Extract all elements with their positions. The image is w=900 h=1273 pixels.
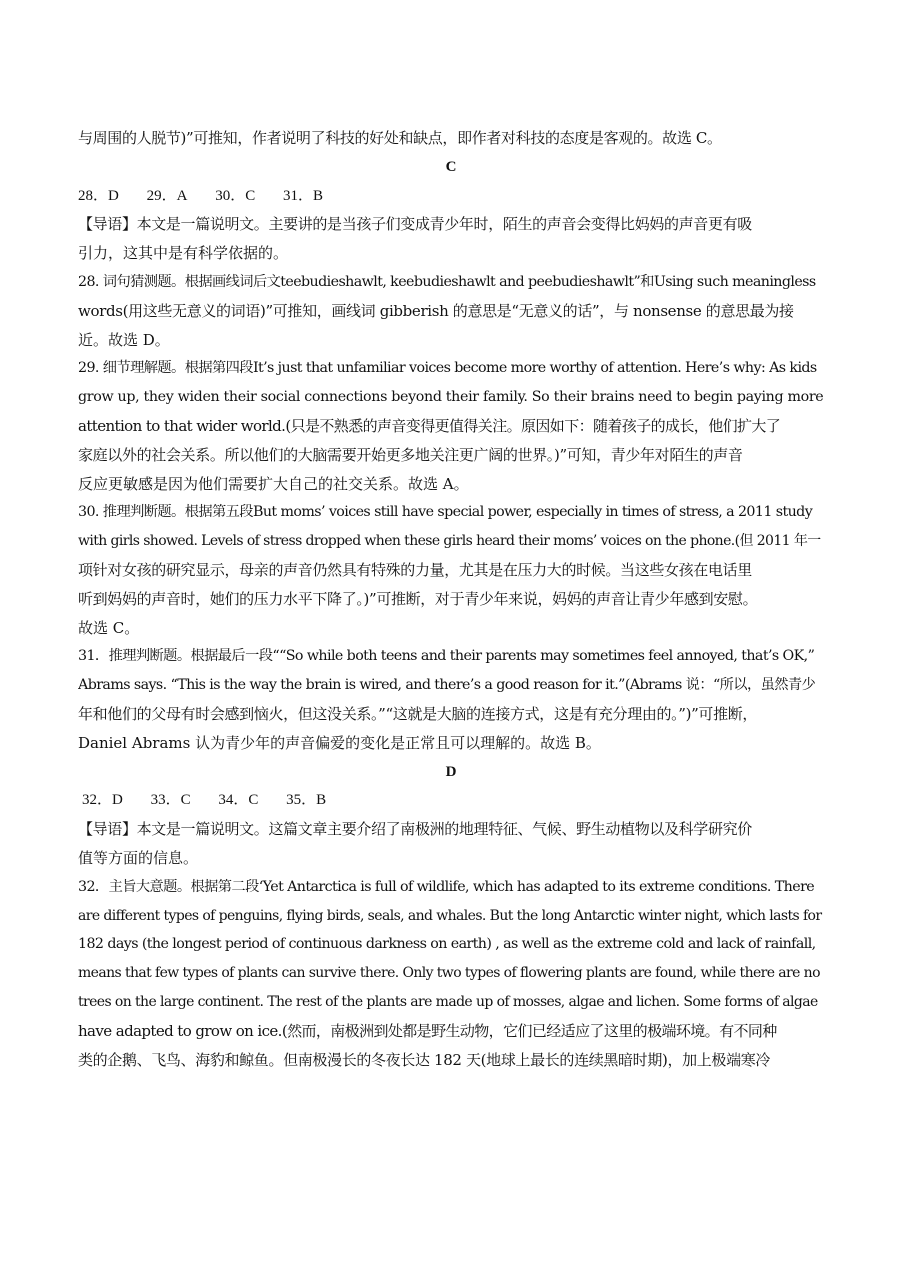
answer-34: 34．C xyxy=(218,792,259,809)
explanation-line: attention to that wider world.(只是不熟悉的声音变得更值得关注。原因如下：随着孩子的成长，他们扩大了 xyxy=(78,416,781,435)
explanation-line: are different types of penguins, flying birds, seals, and whales. But the long Antarctic winter night, which lasts for xyxy=(78,907,822,924)
intro-line: 值等方面的信息。 xyxy=(78,848,199,867)
section-heading-c: C xyxy=(445,158,457,175)
answer-key-d xyxy=(78,786,824,815)
explanation-line: 28. 词句猜测题。根据画线词后文teebudieshawlt, keebudieshawlt and peebudieshawlt”和Using such meaningless xyxy=(78,273,816,290)
answer-30: 30．C xyxy=(215,187,256,204)
explanation-line: 家庭以外的社会关系。所以他们的大脑需要开始更多地关注更广阔的世界。)”可知，青少年对陌生的声音 xyxy=(78,445,743,464)
text-line: 与周围的人脱节)”可推知，作者说明了科技的好处和缺点，即作者对科技的态度是客观的。故选 C。 xyxy=(78,129,722,147)
explanation-line: 反应更敏感是因为他们需要扩大自己的社交关系。故选 A。 xyxy=(78,474,469,493)
answer-29: 29．A xyxy=(146,187,188,204)
intro-line: 【导语】本文是一篇说明文。这篇文章主要介绍了南极洲的地理特征、气候、野生动植物以及科学研究价 xyxy=(78,820,752,839)
answer-35: 35．B xyxy=(286,792,327,809)
answer-31: 31．B xyxy=(282,187,323,204)
explanation-line: 182 days (the longest period of continuous darkness on earth) , as well as the extreme cold and lack of rainfall, xyxy=(78,936,816,953)
explanation-line: 听到妈妈的声音时，她们的压力水平下降了。)”可推断，对于青少年来说，妈妈的声音让青少年感到安慰。 xyxy=(78,589,758,608)
explanation-line: 近。故选 D。 xyxy=(78,330,170,349)
answer-33: 33．C xyxy=(150,792,191,809)
document-page xyxy=(78,124,824,1074)
explanation-line: have adapted to grow on ice.(然而，南极洲到处都是野生动物，它们已经适应了这里的极端环境。有不同种 xyxy=(78,1021,777,1040)
explanation-line: 类的企鹅、飞鸟、海豹和鲸鱼。但南极漫长的冬夜长达 182 天(地球上最长的连续黑暗时期)，加上极端寒冷 xyxy=(78,1050,771,1069)
explanation-line: 31．推理判断题。根据最后一段““So while both teens and their parents may sometimes feel annoyed, that’s OK,” xyxy=(78,648,815,665)
explanation-line: grow up, they widen their social connections beyond their family. So their brains need to begin paying more xyxy=(78,389,824,406)
explanation-line: means that few types of plants can survive there. Only two types of flowering plants are found, while there are no xyxy=(78,965,820,982)
explanation-line: 29. 细节理解题。根据第四段It’s just that unfamiliar voices become more worthy of attention. Here’s why: As kids xyxy=(78,360,817,377)
explanation-line: Abrams says. “This is the way the brain is wired, and there’s a good reason for it.”(Abrams 说：“所以，虽然青少 xyxy=(78,677,816,694)
explanation-line: 年和他们的父母有时会感到恼火，但这没关系。”“这就是大脑的连接方式，这是有充分理由的。”)”可推断， xyxy=(78,704,758,723)
intro-line: 引力，这其中是有科学依据的。 xyxy=(78,244,289,263)
explanation-line: 故选 C。 xyxy=(78,618,140,637)
explanation-line: 30. 推理判断题。根据第五段But moms’ voices still have special power, especially in times of stress, a 2011 study xyxy=(78,504,813,521)
intro-line: 【导语】本文是一篇说明文。主要讲的是当孩子们变成青少年时，陌生的声音会变得比妈妈的声音更有吸 xyxy=(78,215,752,234)
answer-32: 32．D xyxy=(82,792,123,809)
explanation-line: words(用这些无意义的词语)”可推知，画线词 gibberish 的意思是“无意义的话”，与 nonsense 的意思最为接 xyxy=(78,301,794,320)
explanation-line: with girls showed. Levels of stress dropped when these girls heard their moms’ voices on the phone.(但 2011 年一 xyxy=(78,533,821,550)
answer-28: 28．D xyxy=(78,187,119,204)
explanation-line: 32．主旨大意题。根据第二段‘Yet Antarctica is full of wildlife, which has adapted to its extreme conditions. There xyxy=(78,878,815,895)
explanation-line: trees on the large continent. The rest of the plants are made up of mosses, algae and lichen. Some forms of algae xyxy=(78,993,818,1010)
section-heading-d: D xyxy=(445,763,457,780)
explanation-line: 项针对女孩的研究显示，母亲的声音仍然具有特殊的力量，尤其是在压力大的时候。当这些女孩在电话里 xyxy=(78,560,752,579)
answer-key-c xyxy=(78,182,824,211)
explanation-line: Daniel Abrams 认为青少年的声音偏爱的变化是正常且可以理解的。故选 B。 xyxy=(78,733,601,752)
